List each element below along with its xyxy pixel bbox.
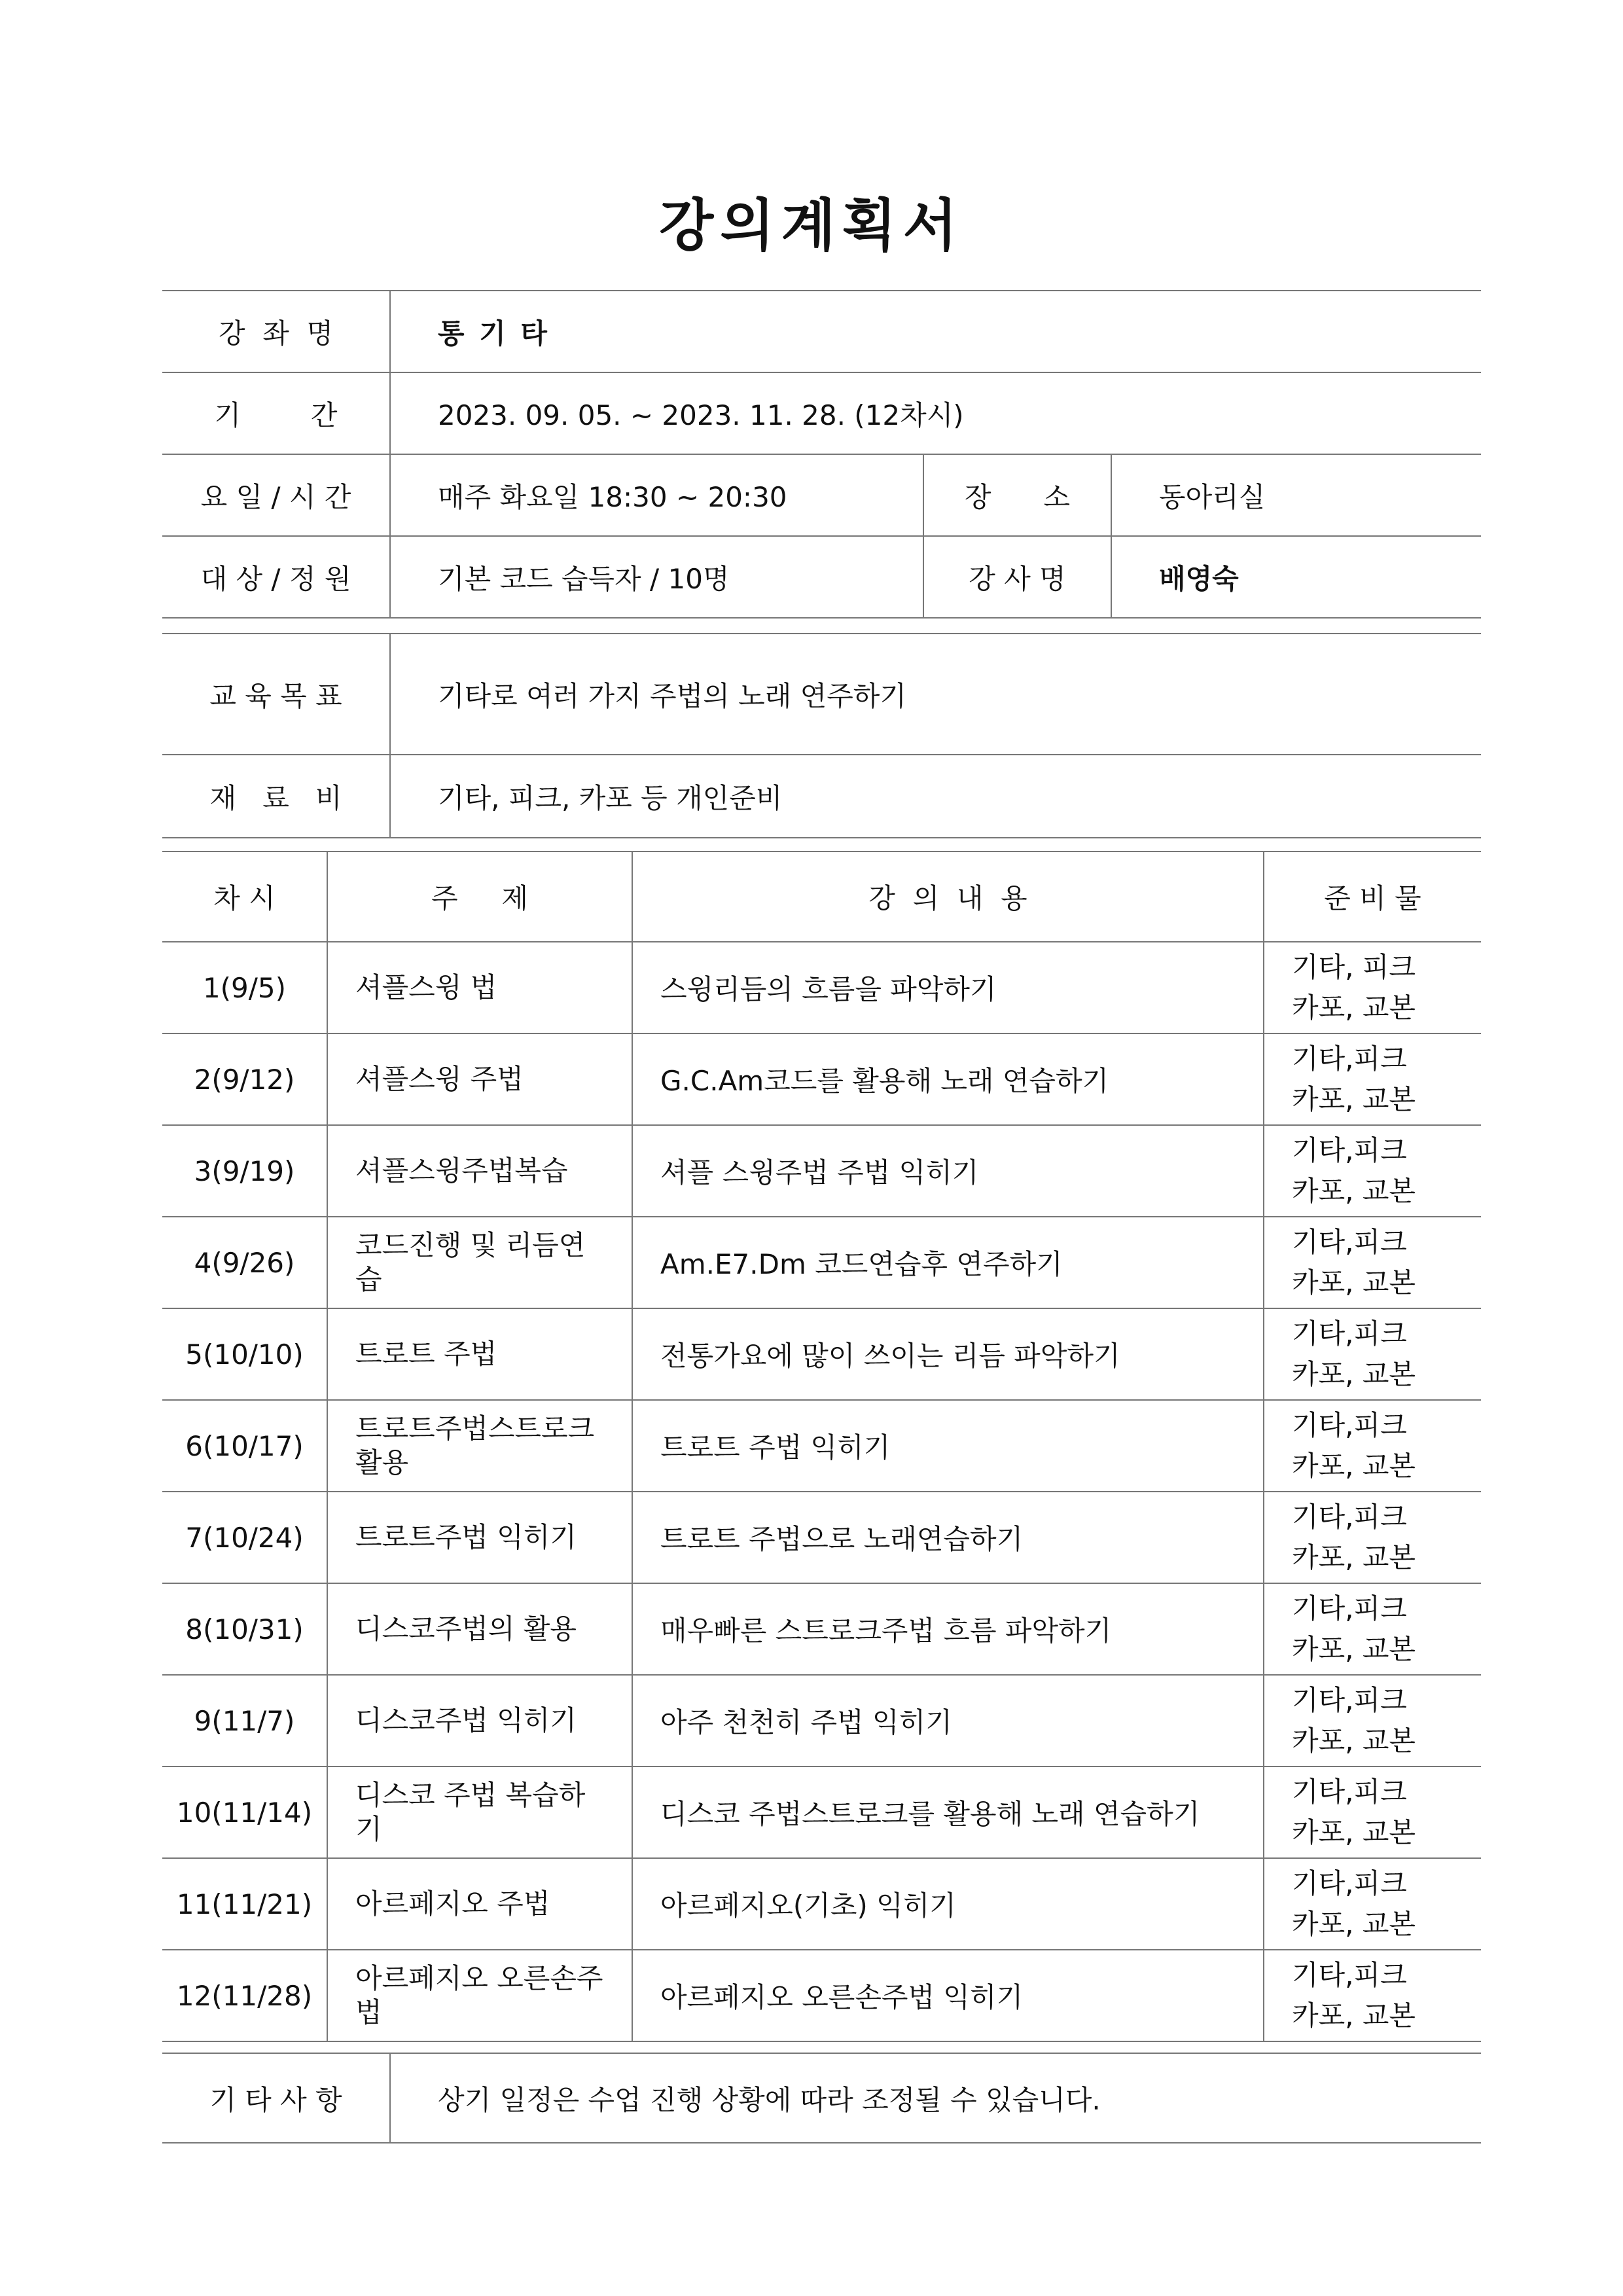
table-row xyxy=(162,1675,1481,1767)
session-content: Am.E7.Dm 코드연습후 연주하기 xyxy=(632,1217,1264,1308)
place-value: 동아리실 xyxy=(1159,480,1266,513)
course-label: 강 좌 명 xyxy=(162,291,390,372)
session-number: 8(10/31) xyxy=(185,1613,304,1645)
schedule-label: 요 일 / 시 간 xyxy=(162,454,390,536)
session-number: 2(9/12) xyxy=(194,1063,295,1096)
document-title: 강의계획서 xyxy=(659,193,964,259)
prep-line-2: 카포, 교본 xyxy=(1292,1816,1416,1848)
prep-line-1: 기타,피크 xyxy=(1292,1409,1407,1441)
session-number: 6(10/17) xyxy=(185,1429,304,1462)
prep-line-2: 카포, 교본 xyxy=(1292,1083,1416,1115)
session-number: 4(9/26) xyxy=(194,1246,295,1279)
prep-line-2: 카포, 교본 xyxy=(1292,1450,1416,1482)
session-topic: 디스코주법의 활용 xyxy=(327,1583,632,1675)
table-row xyxy=(162,1950,1481,2041)
session-prep xyxy=(1264,1858,1481,1950)
course-value: 통 기 타 xyxy=(438,317,550,350)
schedule-value: 매주 화요일 18:30 ~ 20:30 xyxy=(438,480,787,513)
prep-line-2: 카포, 교본 xyxy=(1292,2000,1416,2032)
session-topic: 디스코 주법 복습하기 xyxy=(327,1767,632,1858)
prep-line-2: 카포, 교본 xyxy=(1292,1725,1416,1757)
table-row xyxy=(162,1125,1481,1217)
course-row xyxy=(162,291,1481,372)
course-info-table xyxy=(162,290,1481,619)
goals-table xyxy=(162,633,1481,838)
sessions-table xyxy=(162,851,1481,2042)
table-row xyxy=(162,942,1481,1033)
session-content: 스윙리듬의 흐름을 파악하기 xyxy=(632,942,1264,1033)
notes-value: 상기 일정은 수업 진행 상황에 따라 조정될 수 있습니다. xyxy=(438,2083,1101,2116)
prep-line-1: 기타,피크 xyxy=(1292,1501,1407,1533)
session-content: 트로트 주법으로 노래연습하기 xyxy=(632,1492,1264,1583)
prep-line-1: 기타, 피크 xyxy=(1292,951,1416,983)
table-row xyxy=(162,1492,1481,1583)
session-topic: 셔플스윙 법 xyxy=(327,942,632,1033)
prep-line-2: 카포, 교본 xyxy=(1292,1541,1416,1573)
prep-line-2: 카포, 교본 xyxy=(1292,992,1416,1024)
header-topic: 주 제 xyxy=(327,852,632,942)
session-content: 아르페지오 오른손주법 익히기 xyxy=(632,1950,1264,2041)
session-prep xyxy=(1264,1217,1481,1308)
session-number: 3(9/19) xyxy=(194,1155,295,1187)
session-content: 트로트 주법 익히기 xyxy=(632,1400,1264,1492)
goal-row xyxy=(162,634,1481,755)
table-row xyxy=(162,1308,1481,1400)
material-row xyxy=(162,755,1481,838)
session-prep xyxy=(1264,1308,1481,1400)
session-content: 아르페지오(기초) 익히기 xyxy=(632,1858,1264,1950)
prep-line-1: 기타,피크 xyxy=(1292,1959,1407,1991)
session-number: 12(11/28) xyxy=(176,1979,313,2012)
session-prep xyxy=(1264,1492,1481,1583)
session-prep xyxy=(1264,1033,1481,1125)
session-number: 10(11/14) xyxy=(176,1796,313,1829)
prep-line-2: 카포, 교본 xyxy=(1292,1908,1416,1940)
goal-value: 기타로 여러 가지 주법의 노래 연주하기 xyxy=(438,679,906,712)
notes-row xyxy=(162,2053,1481,2143)
prep-line-1: 기타,피크 xyxy=(1292,1043,1407,1075)
session-number: 11(11/21) xyxy=(176,1888,313,1920)
session-number: 5(10/10) xyxy=(185,1338,304,1371)
prep-line-1: 기타,피크 xyxy=(1292,1318,1407,1350)
header-session: 차 시 xyxy=(213,882,276,914)
place-label: 장 소 xyxy=(923,454,1111,536)
session-prep xyxy=(1264,1675,1481,1767)
target-row xyxy=(162,536,1481,618)
prep-line-2: 카포, 교본 xyxy=(1292,1175,1416,1207)
session-content: 전통가요에 많이 쓰이는 리듬 파악하기 xyxy=(632,1308,1264,1400)
prep-line-2: 카포, 교본 xyxy=(1292,1633,1416,1665)
prep-line-2: 카포, 교본 xyxy=(1292,1266,1416,1299)
material-label: 재 료 비 xyxy=(162,755,390,838)
session-topic: 셔플스윙 주법 xyxy=(327,1033,632,1125)
session-topic: 디스코주법 익히기 xyxy=(327,1675,632,1767)
period-row xyxy=(162,372,1481,454)
table-row xyxy=(162,1858,1481,1950)
table-row xyxy=(162,1033,1481,1125)
notes-table xyxy=(162,2053,1481,2144)
session-prep xyxy=(1264,1400,1481,1492)
session-prep xyxy=(1264,1950,1481,2041)
session-content: 매우빠른 스트로크주법 흐름 파악하기 xyxy=(632,1583,1264,1675)
table-row xyxy=(162,1583,1481,1675)
instructor-value: 배영숙 xyxy=(1159,562,1239,595)
period-value: 2023. 09. 05. ~ 2023. 11. 28. (12차시) xyxy=(438,399,964,431)
prep-line-1: 기타,피크 xyxy=(1292,1226,1407,1258)
session-prep xyxy=(1264,1583,1481,1675)
instructor-label: 강 사 명 xyxy=(923,536,1111,618)
prep-line-1: 기타,피크 xyxy=(1292,1592,1407,1624)
period-label: 기 간 xyxy=(162,372,390,454)
session-content: 셔플 스윙주법 주법 익히기 xyxy=(632,1125,1264,1217)
session-topic: 트로트주법 익히기 xyxy=(327,1492,632,1583)
prep-line-1: 기타,피크 xyxy=(1292,1684,1407,1716)
session-content: G.C.Am코드를 활용해 노래 연습하기 xyxy=(632,1033,1264,1125)
notes-label: 기 타 사 항 xyxy=(162,2053,390,2143)
session-topic: 아르페지오 오른손주법 xyxy=(327,1950,632,2041)
session-prep xyxy=(1264,1125,1481,1217)
prep-line-1: 기타,피크 xyxy=(1292,1867,1407,1899)
sessions-header-row xyxy=(162,852,1481,942)
session-topic: 아르페지오 주법 xyxy=(327,1858,632,1950)
goal-label: 교 육 목 표 xyxy=(162,634,390,755)
session-topic: 코드진행 및 리듬연습 xyxy=(327,1217,632,1308)
table-row xyxy=(162,1217,1481,1308)
target-label: 대 상 / 정 원 xyxy=(162,536,390,618)
header-prep: 준 비 물 xyxy=(1264,852,1481,942)
schedule-row xyxy=(162,454,1481,536)
header-content: 강 의 내 용 xyxy=(632,852,1264,942)
session-number: 1(9/5) xyxy=(202,971,287,1004)
session-prep xyxy=(1264,942,1481,1033)
session-number: 7(10/24) xyxy=(185,1521,304,1554)
session-prep xyxy=(1264,1767,1481,1858)
material-value: 기타, 피크, 카포 등 개인준비 xyxy=(438,781,783,814)
session-topic: 트로트 주법 xyxy=(327,1308,632,1400)
session-topic: 트로트주법스트로크활용 xyxy=(327,1400,632,1492)
session-number: 9(11/7) xyxy=(194,1704,295,1737)
prep-line-1: 기타,피크 xyxy=(1292,1776,1407,1808)
session-content: 디스코 주법스트로크를 활용해 노래 연습하기 xyxy=(632,1767,1264,1858)
table-row xyxy=(162,1400,1481,1492)
target-value: 기본 코드 습득자 / 10명 xyxy=(438,562,730,595)
session-content: 아주 천천히 주법 익히기 xyxy=(632,1675,1264,1767)
prep-line-1: 기타,피크 xyxy=(1292,1134,1407,1166)
session-topic: 셔플스윙주법복습 xyxy=(327,1125,632,1217)
prep-line-2: 카포, 교본 xyxy=(1292,1358,1416,1390)
table-row xyxy=(162,1767,1481,1858)
